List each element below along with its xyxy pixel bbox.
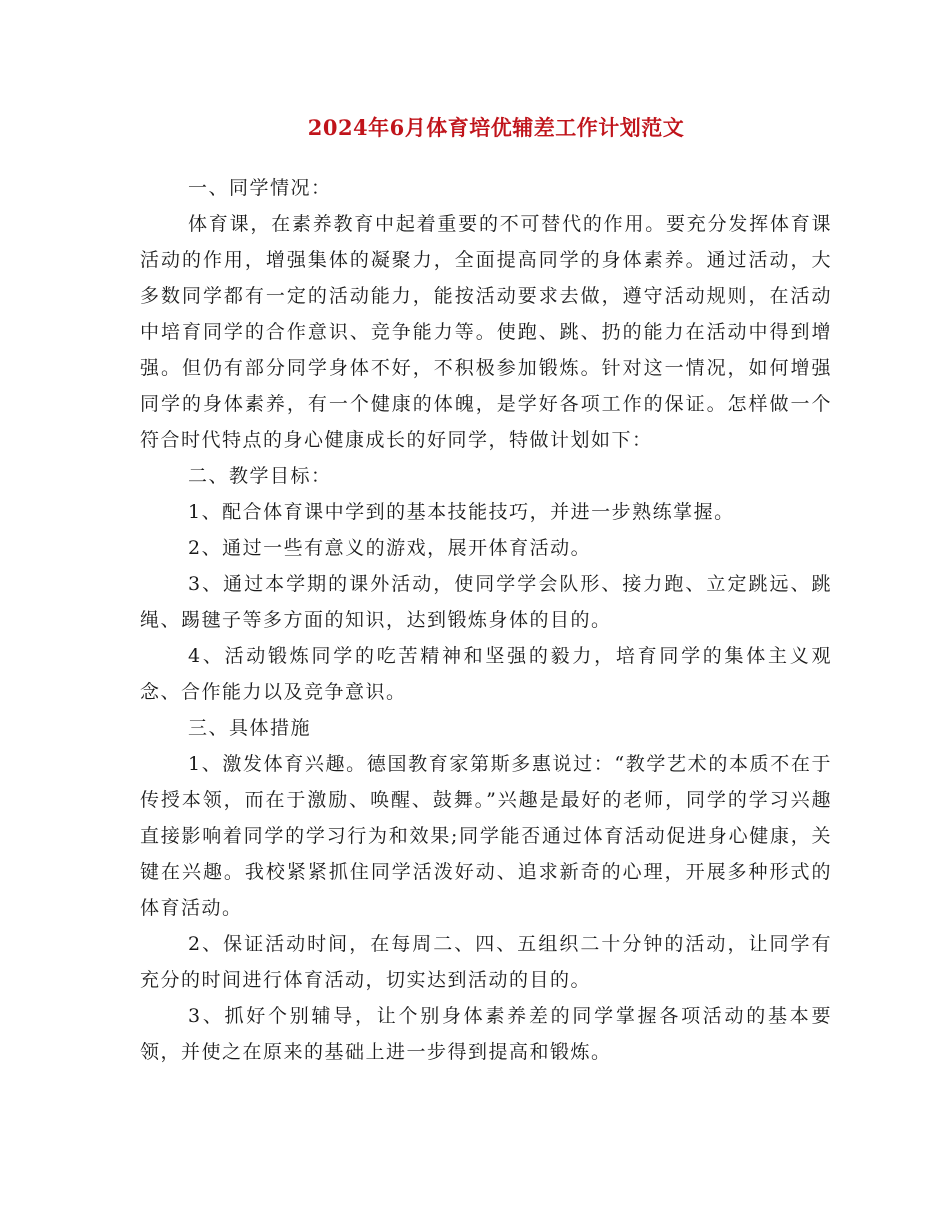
goal-item-2: 2、通过一些有意义的游戏，展开体育活动。: [188, 537, 592, 559]
document-title: 2024年6月体育培优辅差工作计划范文: [307, 115, 685, 140]
measure-item-3: 3、抓好个别辅导，让个别身体素养差的同学掌握各项活动的基本要领，并使之在原来的基础上进一步得到提高和锻炼。: [140, 1005, 832, 1063]
section-heading-measures: 三、具体措施: [188, 717, 312, 739]
paragraph-student-situation: 体育课，在素养教育中起着重要的不可替代的作用。要充分发挥体育课活动的作用，增强集体的凝聚力，全面提高同学的身体素养。通过活动，大多数同学都有一定的活动能力，能按活动要求去做，遵守活动规则，在活动中培育同学的合作意识、竞争能力等。使跑、跳、扔的能力在活动中得到增强。但仍有部分同学身体不好，不积极参加锻炼。针对这一情况，如何增强同学的身体素养，有一个健康的体魄，是学好各项工作的保证。怎样做一个符合时代特点的身心健康成长的好同学，特做计划如下：: [140, 213, 832, 451]
goal-item-1: 1、配合体育课中学到的基本技能技巧，并进一步熟练掌握。: [188, 501, 735, 523]
measure-item-1: 1、激发体育兴趣。德国教育家第斯多惠说过：“教学艺术的本质不在于传授本领，而在于激励、唤醒、鼓舞。”兴趣是最好的老师，同学的学习兴趣直接影响着同学的学习行为和效果;同学能否通过体育活动促进身心健康，关键在兴趣。我校紧紧抓住同学活泼好动、追求新奇的心理，开展多种形式的体育活动。: [140, 753, 832, 919]
measure-item-2: 2、保证活动时间，在每周二、四、五组织二十分钟的活动，让同学有充分的时间进行体育活动，切实达到活动的目的。: [140, 933, 832, 991]
section-heading-student-situation: 一、同学情况：: [188, 177, 332, 199]
goal-item-3: 3、通过本学期的课外活动，使同学学会队形、接力跑、立定跳远、跳绳、踢毽子等多方面的知识，达到锻炼身体的目的。: [140, 573, 832, 631]
section-heading-teaching-goals: 二、教学目标：: [188, 465, 332, 487]
goal-item-4: 4、活动锻炼同学的吃苦精神和坚强的毅力，培育同学的集体主义观念、合作能力以及竞争意识。: [140, 645, 832, 703]
